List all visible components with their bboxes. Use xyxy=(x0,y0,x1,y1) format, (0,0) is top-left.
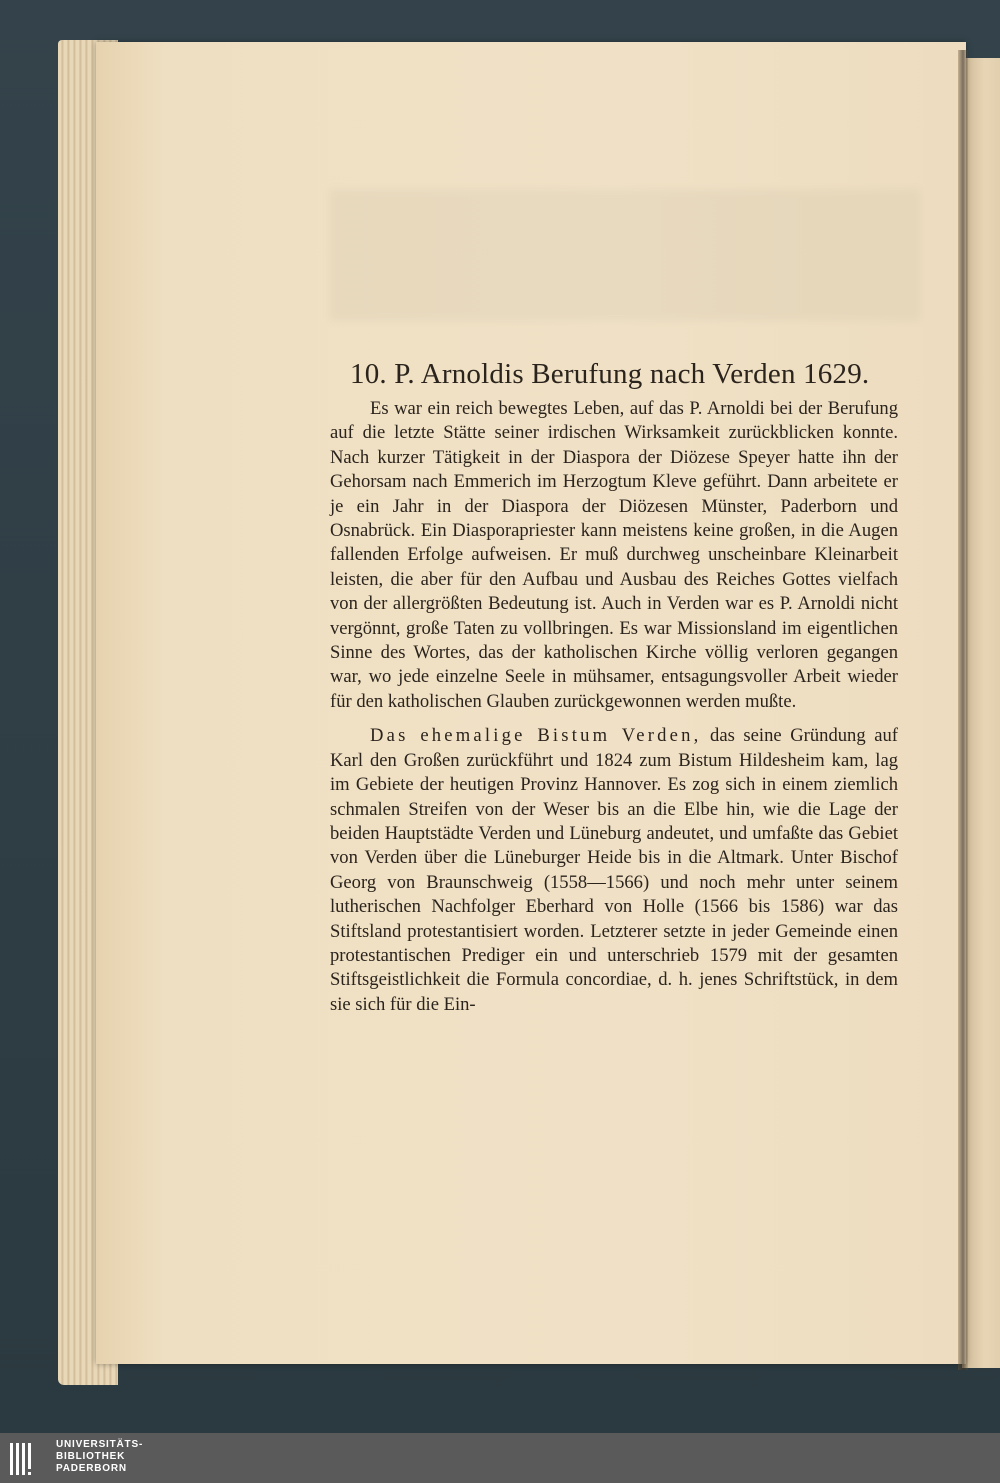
paragraph-2 xyxy=(330,724,898,1017)
spaced-emphasis: Das ehemalige Bistum Verden, xyxy=(370,725,702,747)
logo-line-2: BIBLIOTHEK xyxy=(56,1451,126,1462)
paragraph-1: Es war ein reich bewegtes Leben, auf das P. Arnoldi bei der Berufung auf die letzte Stätte seiner irdischen Wirksamkeit zurückblicken konnte. Nach kurzer Tätigkeit in der Diaspora der Diözese Speyer hatte ihn der Gehorsam nach Emmerich im Herzogtum Kleve geführt. Dann arbeitete er je ein Jahr in der Diaspora der Diözesen Münster, Paderborn und Osnabrück. Ein Diasporapriester kann meistens keine großen, in die Augen fallenden Erfolge aufweisen. Er muß durchweg unscheinbare Kleinarbeit leisten, die aber für den Aufbau und Ausbau des Reiches Gottes vielfach von der allergrößten Bedeutung ist. Auch in Verden war es P. Arnoldi nicht vergönnt, große Taten zu vollbringen. Es war Missionsland im eigentlichen Sinne des Wortes, das der katholischen Kirche völlig verloren gegangen war, wo jede einzelne Seele in mühsamer, entsagungsvoller Arbeit wieder für den katholischen Glauben zurückgewonnen werden mußte. xyxy=(330,398,898,712)
page-text xyxy=(330,358,898,1027)
logo-line-1: UNIVERSITÄTS- xyxy=(56,1439,144,1450)
library-bars-icon xyxy=(8,1439,48,1479)
logo-line-3: PADERBORN xyxy=(56,1463,127,1474)
chapter-title: 10. P. Arnoldis Berufung nach Verden 1629. xyxy=(350,358,870,390)
library-logo-text xyxy=(56,1439,143,1475)
book-gutter xyxy=(958,50,968,1370)
show-through-shadow xyxy=(330,190,920,320)
paragraph-2-text: das seine Gründung auf Karl den Großen zurückführt und 1824 zum Bistum Hildesheim kam, lag im Gebiete der heutigen Provinz Hannover. Es zog sich in einem ziemlich schmalen Streifen von der Weser bis an die Elbe hin, wie die Lage der beiden Hauptstädte Verden und Lüneburg andeutet, und umfaßte das Gebiet von Verden über die Lüneburger Heide bis in die Altmark. Unter Bischof Georg von Braunschweig (1558—1566) und noch mehr unter seinem lutherischen Nachfolger Eberhard von Holle (1566 bis 1586) war das Stiftsland protestantisiert worden. Letzterer setzte in jeder Gemeinde einen protestantischen Prediger ein und unterschrieb 1579 mit der gesamten Stiftsgeistlichkeit die Formula concordiae, d. h. jenes Schriftstück, in dem sie sich für die Ein- xyxy=(330,725,898,1015)
library-footer xyxy=(0,1433,1000,1483)
